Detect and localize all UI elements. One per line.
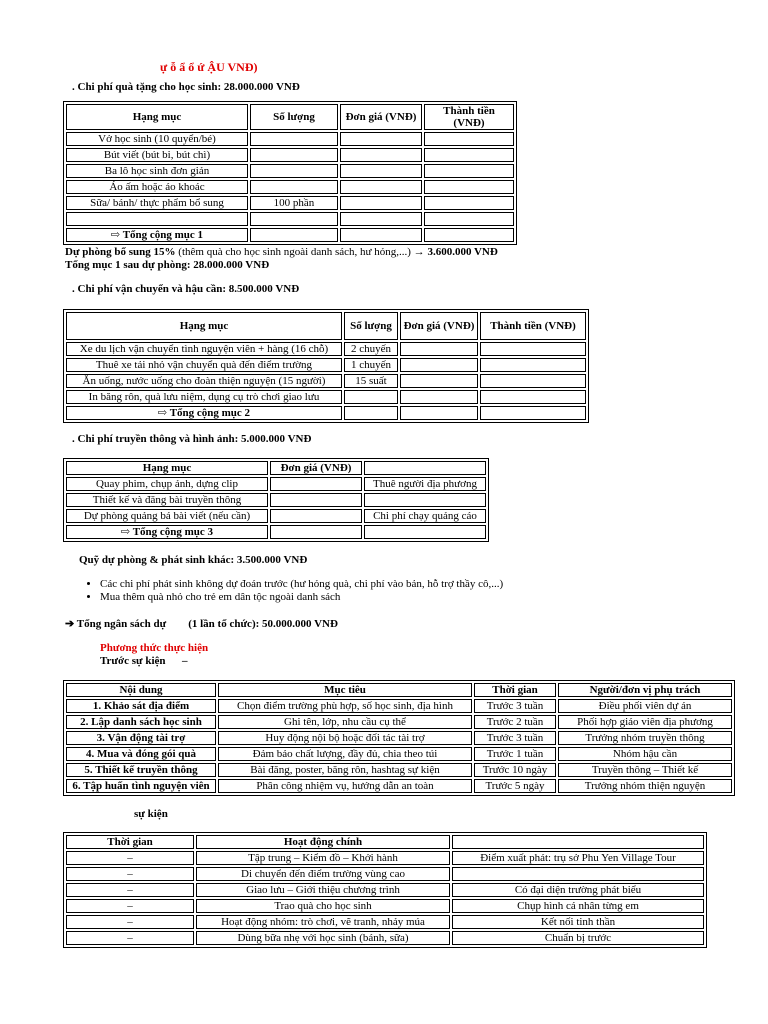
table-cell: Xe du lịch vận chuyển tình nguyện viên + hàng (16 chỗ) [66,342,342,356]
table-cell: Trước 3 tuần [474,731,556,745]
table-cell [480,406,586,420]
table-cell [400,390,478,404]
table-cell: 2. Lập danh sách học sinh [66,715,216,729]
column-header: Nội dung [66,683,216,697]
table-row [66,358,586,372]
table-row [66,731,732,745]
list-item: • Mua thêm quà nhỏ cho trẻ em dân tộc ngoài danh sách [100,591,503,604]
table-cell [480,358,586,372]
contingency-list [84,578,503,604]
table-cell [250,228,338,242]
table-cell [250,212,338,226]
section1-heading: . Chi phí quà tặng cho học sinh: 28.000.000 VNĐ [72,81,300,93]
table-row [66,883,704,897]
table-cell: – [66,867,194,881]
table-cell: Phân công nhiệm vụ, hướng dẫn an toàn [218,779,472,793]
total-row [66,228,514,242]
table-cell [480,342,586,356]
table-cell: Phối hợp giáo viên địa phương [558,715,732,729]
table-cell [270,493,362,507]
table-cell: Trưởng nhóm truyền thông [558,731,732,745]
table-cell [250,164,338,178]
table-row [66,779,732,793]
gift-cost-table [63,101,517,245]
table-cell: Trước 3 tuần [474,699,556,713]
table-cell [400,342,478,356]
column-header: Người/đơn vị phụ trách [558,683,732,697]
table-cell [270,477,362,491]
table-row [66,509,486,523]
column-header: Đơn giá (VNĐ) [400,312,478,340]
table-cell [340,228,422,242]
table-cell: Huy động nội bộ hoặc đối tác tài trợ [218,731,472,745]
table-cell: 6. Tập huấn tình nguyện viên [66,779,216,793]
table-header-row [66,683,732,697]
table-row [66,132,514,146]
table-cell [66,212,248,226]
table-row [66,867,704,881]
table-cell: Trước 1 tuần [474,747,556,761]
section3-heading: . Chi phí truyền thông và hình ảnh: 5.000.000 VNĐ [72,433,312,445]
column-header: Số lượng [250,104,338,130]
table-cell: Nhóm hậu cần [558,747,732,761]
table-cell: 15 suất [344,374,398,388]
table-cell: 3. Vận động tài trợ [66,731,216,745]
table-cell: Điểm xuất phát: trụ sở Phu Yen Village Tour [452,851,704,865]
table-cell [340,180,422,194]
table-row [66,374,586,388]
table-cell [270,509,362,523]
table-cell: In băng rôn, quà lưu niệm, dụng cụ trò chơi giao lưu [66,390,342,404]
table-cell [424,148,514,162]
grand-total: ➔ Tổng ngân sách dự (1 lần tổ chức): 50.000.000 VNĐ [65,618,338,630]
logistics-cost-table [63,309,589,423]
table-cell: Ghi tên, lớp, nhu cầu cụ thể [218,715,472,729]
before-event-label: Trước sự kiện – [100,655,188,667]
column-header: Hạng mục [66,461,268,475]
table-cell [250,180,338,194]
table-cell: Hoạt động nhóm: trò chơi, vẽ tranh, nhảy múa [196,915,450,929]
table-row [66,763,732,777]
table-cell [424,180,514,194]
reserve-amount: 3.600.000 VNĐ [427,246,498,258]
section2-heading: . Chi phí vận chuyển và hậu cần: 8.500.000 VNĐ [72,283,300,295]
table-cell: Di chuyển đến điểm trường vùng cao [196,867,450,881]
table-cell [340,132,422,146]
table-cell [424,196,514,210]
table-row [66,915,704,929]
table-cell: – [66,899,194,913]
table-row [66,148,514,162]
table-cell [424,228,514,242]
reserve-label: Dự phòng bổ sung 15% [65,246,176,258]
section4-heading: Quỹ dự phòng & phát sinh khác: 3.500.000 VNĐ [79,554,308,566]
column-header: Số lượng [344,312,398,340]
column-header: Mục tiêu [218,683,472,697]
table-cell: Trước 5 ngày [474,779,556,793]
during-event-table [63,832,707,948]
table-header-row [66,312,586,340]
table-cell: Chi phí chạy quảng cáo [364,509,486,523]
table-cell [250,148,338,162]
media-cost-table [63,458,489,542]
table-cell: Kết nối tinh thần [452,915,704,929]
table-cell: Đảm bảo chất lượng, đầy đủ, chia theo túi [218,747,472,761]
table-row [66,180,514,194]
total-label: ⇨ Tổng cộng mục 3 [66,525,268,539]
table-cell: Ba lô học sinh đơn giản [66,164,248,178]
table-header-row [66,835,704,849]
table-row [66,699,732,713]
table-cell [400,406,478,420]
table-cell [344,390,398,404]
table-row [66,899,704,913]
table-cell: Vở học sinh (10 quyển/bé) [66,132,248,146]
table-cell [364,525,486,539]
table-cell: Điều phối viên dự án [558,699,732,713]
table-row [66,715,732,729]
table-cell: Bút viết (bút bi, bút chì) [66,148,248,162]
table-header-row [66,461,486,475]
table-cell [340,196,422,210]
table-row [66,342,586,356]
table-cell: 1. Khảo sát địa điểm [66,699,216,713]
table-cell [480,374,586,388]
column-header: Hạng mục [66,104,248,130]
column-header [364,461,486,475]
table-cell: Giao lưu – Giới thiệu chương trình [196,883,450,897]
before-event-table [63,680,735,796]
table-cell: 100 phần [250,196,338,210]
table-row [66,747,732,761]
table-cell: 5. Thiết kế truyền thông [66,763,216,777]
table-cell [340,148,422,162]
column-header: Thời gian [66,835,194,849]
table-cell: Sữa/ bánh/ thực phẩm bổ sung [66,196,248,210]
table-cell: Ăn uống, nước uống cho đoàn thiện nguyện (15 người) [66,374,342,388]
table-cell [400,358,478,372]
table-cell: Trao quà cho học sinh [196,899,450,913]
column-header: Hoạt động chính [196,835,450,849]
table-cell [480,390,586,404]
table-row [66,164,514,178]
table-cell: 4. Mua và đóng gói quà [66,747,216,761]
table-cell [340,212,422,226]
total-label: ⇨ Tổng cộng mục 2 [66,406,342,420]
method-title: Phương thức thực hiện [100,642,209,654]
table-cell [424,212,514,226]
total-label: ⇨ Tổng cộng mục 1 [66,228,248,242]
column-header: Thời gian [474,683,556,697]
table-cell: Tập trung – Kiểm đồ – Khởi hành [196,851,450,865]
table-cell: Bài đăng, poster, băng rôn, hashtag sự kiện [218,763,472,777]
section1-total-after-reserve: Tổng mục 1 sau dự phòng: 28.000.000 VNĐ [65,259,270,271]
table-cell: – [66,883,194,897]
table-cell [364,493,486,507]
total-row [66,406,586,420]
table-cell [452,867,704,881]
table-row [66,477,486,491]
table-cell [344,406,398,420]
table-cell: Thuê người địa phương [364,477,486,491]
table-row [66,931,704,945]
column-header: Hạng mục [66,312,342,340]
table-cell: Chuẩn bị trước [452,931,704,945]
column-header: Đơn giá (VNĐ) [340,104,422,130]
table-cell: Thiết kế và đăng bài truyền thông [66,493,268,507]
table-cell: Có đại diện trường phát biểu [452,883,704,897]
table-cell [270,525,362,539]
table-cell [340,164,422,178]
table-cell: Quay phim, chụp ảnh, dựng clip [66,477,268,491]
table-cell: Thuê xe tải nhỏ vận chuyển quà đến điểm trường [66,358,342,372]
table-cell [400,374,478,388]
table-cell: Chụp hình cá nhân từng em [452,899,704,913]
table-cell: – [66,915,194,929]
table-cell: Trước 2 tuần [474,715,556,729]
table-row [66,493,486,507]
column-header: Thành tiền (VNĐ) [480,312,586,340]
table-cell: – [66,851,194,865]
table-row [66,196,514,210]
table-cell: 1 chuyến [344,358,398,372]
table-header-row [66,104,514,130]
table-cell [424,164,514,178]
table-cell: Trưởng nhóm thiện nguyện [558,779,732,793]
table-cell [250,132,338,146]
column-header: Thành tiền (VNĐ) [424,104,514,130]
total-row [66,525,486,539]
page-title: ự ỗ ẩ ổ ứ ẬU VNĐ) [160,60,258,74]
table-row [66,390,586,404]
table-cell: Dùng bữa nhẹ với học sinh (bánh, sữa) [196,931,450,945]
column-header [452,835,704,849]
table-cell [424,132,514,146]
table-row [66,851,704,865]
table-cell: Dự phòng quảng bá bài viết (nếu cần) [66,509,268,523]
reserve-note [65,246,498,258]
list-item: • Các chi phí phát sinh không dự đoán trước (hư hỏng quà, chi phí vào bản, hỗ trợ thầy cô,...) [100,578,503,591]
table-cell: Chọn điểm trường phù hợp, số học sinh, địa hình [218,699,472,713]
reserve-text: (thêm quà cho học sinh ngoài danh sách, hư hỏng,...) → [175,246,428,258]
table-cell: Truyền thông – Thiết kế [558,763,732,777]
table-cell: – [66,931,194,945]
during-event-label: sự kiện [134,808,168,820]
table-cell: 2 chuyến [344,342,398,356]
table-cell: Trước 10 ngày [474,763,556,777]
table-row [66,212,514,226]
table-cell: Áo ấm hoặc áo khoác [66,180,248,194]
column-header: Đơn giá (VNĐ) [270,461,362,475]
